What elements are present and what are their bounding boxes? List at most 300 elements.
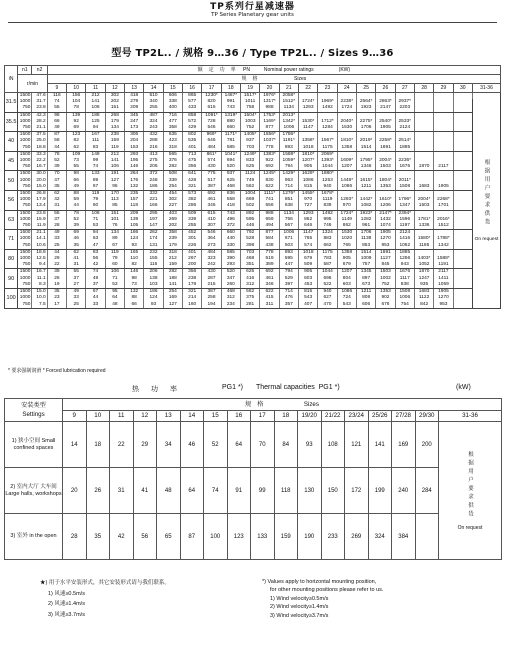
power-value: 37	[86, 282, 105, 289]
table-row	[5, 269, 501, 276]
power-value: 132	[125, 184, 144, 191]
power-value	[395, 132, 414, 139]
n1-cell: 750	[18, 164, 32, 171]
setting-label: 1) 狭小空间 Small confined spaces	[5, 422, 63, 468]
power-value: 1270	[434, 295, 453, 301]
n1-cell: 1500	[18, 171, 32, 178]
power-value	[434, 151, 453, 158]
power-value: 35	[47, 184, 66, 191]
power-value: 520	[221, 164, 240, 171]
power-value: 754	[395, 302, 414, 309]
power-value: 78	[67, 210, 86, 217]
power-value: 1905	[376, 125, 395, 132]
thermal-value: 200	[415, 422, 439, 468]
col-settings-en: Settings	[22, 411, 45, 418]
power-value: 1059	[434, 282, 453, 289]
power-value: 49	[47, 230, 66, 237]
power-value	[318, 132, 337, 139]
power-value: 775	[202, 171, 221, 178]
thermal-value: 26	[86, 468, 110, 514]
power-value: 52	[67, 217, 86, 223]
power-value: 565	[163, 151, 182, 158]
power-value	[453, 164, 472, 171]
power-value: 39	[67, 223, 86, 230]
table-row	[5, 289, 501, 296]
power-value: 79	[86, 197, 105, 203]
ratio-cell: 63	[5, 210, 18, 230]
notes-right	[262, 578, 383, 620]
power-value: 1006	[395, 295, 414, 301]
size-header: 16	[183, 84, 202, 93]
n2-cell: 37.5	[32, 132, 47, 139]
ratio-cell: 80	[5, 249, 18, 269]
power-value	[453, 132, 472, 139]
ratio-cell: 90	[5, 269, 18, 289]
power-value: 254	[163, 289, 182, 296]
power-value: 279	[125, 99, 144, 105]
power-value: 413	[144, 151, 163, 158]
power-value: 953	[434, 302, 453, 309]
power-value: 209	[125, 105, 144, 112]
power-value: 905	[298, 269, 317, 276]
n2-cell: 18.8	[32, 249, 47, 256]
power-value: 1411	[434, 276, 453, 282]
power-value: 1230*	[202, 93, 221, 100]
power-value	[434, 230, 453, 237]
power-value: 132	[125, 289, 144, 296]
power-value: 991	[221, 99, 240, 105]
power-value: 53	[86, 223, 105, 230]
power-value: 893	[279, 145, 298, 152]
power-value: 119	[86, 191, 105, 198]
power-value: 372	[144, 171, 163, 178]
header-divider	[8, 22, 497, 23]
n2-cell: 7.5	[32, 302, 47, 309]
power-value: 60	[86, 203, 105, 210]
power-value: 255	[183, 223, 202, 230]
power-value: 106	[86, 105, 105, 112]
power-value: 288	[144, 138, 163, 144]
power-value: 69	[67, 125, 86, 132]
power-value: 1319*	[221, 112, 240, 119]
power-value: 286	[183, 203, 202, 210]
power-unit: (KW)	[338, 67, 351, 73]
table-row	[5, 184, 501, 191]
ratio-cell: 56	[5, 191, 18, 211]
thermal-value: 172	[345, 468, 369, 514]
power-value: 1002	[376, 276, 395, 282]
power-value: 1293	[298, 105, 317, 112]
power-value: 281	[241, 302, 260, 309]
power-value: 124	[144, 295, 163, 301]
power-value: 1804*	[376, 178, 395, 184]
power-value: 2937*	[395, 99, 414, 105]
power-value: 248	[144, 178, 163, 184]
power-value: 660	[221, 230, 240, 237]
n2-cell: 9.4	[32, 262, 47, 269]
power-value: 905	[298, 164, 317, 171]
power-value: 1706	[356, 125, 375, 132]
power-value: 1588*	[434, 256, 453, 262]
power-value: 475	[183, 158, 202, 164]
power-value: 69	[67, 230, 86, 237]
ratio-cell: 40	[5, 132, 18, 152]
power-value: 398	[241, 243, 260, 250]
power-value: 858	[183, 112, 202, 119]
power-value: 1609*	[337, 158, 356, 164]
power-value: 1191	[434, 262, 453, 269]
n1-cell: 750	[18, 145, 32, 152]
power-value	[434, 132, 453, 139]
power-value: 1724	[337, 105, 356, 112]
power-value: 66	[125, 302, 144, 309]
power-value: 519	[260, 256, 279, 262]
power-value: 1293*	[337, 197, 356, 203]
power-value: 35	[67, 243, 86, 250]
power-value: 2004*	[414, 197, 433, 203]
power-value	[434, 145, 453, 152]
document-subtitle: TP Series Planetary gear units	[211, 12, 294, 18]
power-value: 2124	[395, 125, 414, 132]
power-value: 98	[47, 112, 66, 119]
power-value: 53	[105, 282, 124, 289]
power-value: 301	[183, 236, 202, 242]
power-value: 716	[163, 112, 182, 119]
power-value	[414, 132, 433, 139]
power-value: 151	[105, 210, 124, 217]
power-value: 39	[47, 269, 66, 276]
power-value: 133	[86, 171, 105, 178]
n1-cell: 1500	[18, 210, 32, 217]
power-value: 556	[260, 203, 279, 210]
power-value: 55	[67, 164, 86, 171]
power-value: 262	[144, 230, 163, 237]
power-value: 76	[105, 223, 124, 230]
power-value: 940	[318, 184, 337, 191]
power-value: 1256	[395, 256, 414, 262]
power-value: 139	[125, 217, 144, 223]
power-value	[453, 269, 472, 276]
power-value: 148	[86, 151, 105, 158]
power-value: 151	[105, 105, 124, 112]
power-value	[395, 93, 414, 100]
thermal-value: 65	[157, 514, 181, 560]
power-value	[453, 125, 472, 132]
power-value: 1317*	[260, 99, 279, 105]
table-row	[5, 112, 501, 119]
notes-left	[40, 578, 170, 620]
document-title: TP系列行星减速器	[210, 2, 295, 12]
power-value: 567	[279, 223, 298, 230]
power-value: 165	[125, 249, 144, 256]
power-value: 662	[318, 243, 337, 250]
power-value: 323	[202, 256, 221, 262]
thermal-on-request	[439, 422, 502, 560]
power-value: 839	[318, 203, 337, 210]
table-row	[5, 151, 501, 158]
power-value: 1020	[337, 236, 356, 242]
power-value: 62	[47, 191, 66, 198]
power-value: 58	[47, 138, 66, 144]
n1-cell: 1000	[18, 295, 32, 301]
n2-cell: 23.8	[32, 210, 47, 217]
n1-cell: 1000	[18, 217, 32, 223]
n2-cell: 10.6	[32, 243, 47, 250]
power-value: 29	[47, 256, 66, 262]
power-value: 1211	[356, 184, 375, 191]
n2-cell: 23.8	[32, 105, 47, 112]
thermal-value	[415, 514, 439, 560]
table-row	[5, 191, 501, 198]
power-value: 93	[144, 302, 163, 309]
power-value: 1683	[414, 184, 433, 191]
power-value	[453, 243, 472, 250]
power-value: 88	[67, 191, 86, 198]
power-value: 935	[414, 282, 433, 289]
power-value: 535	[183, 138, 202, 144]
power-value: 543	[337, 302, 356, 309]
power-value: 49	[86, 276, 105, 282]
power-value: 1712*	[318, 119, 337, 125]
power-value: 119	[105, 145, 124, 152]
power-value: 215	[202, 282, 221, 289]
power-value: 703	[241, 249, 260, 256]
power-value: 106	[105, 164, 124, 171]
power-value: 330	[221, 243, 240, 250]
power-value	[414, 171, 433, 178]
thermal-value: 99	[251, 468, 275, 514]
power-value: 696	[318, 276, 337, 282]
power-value: 33	[86, 302, 105, 309]
power-value: 1011	[241, 99, 260, 105]
n2-cell: 21.1	[32, 125, 47, 132]
power-value: 1293	[298, 210, 317, 217]
power-value: 562	[241, 289, 260, 296]
power-value: 1393*	[318, 158, 337, 164]
thermal-value: 64	[180, 468, 204, 514]
n2-cell: 14.1	[32, 236, 47, 242]
power-value	[356, 93, 375, 100]
power-value: 83	[86, 145, 105, 152]
power-value: 134	[105, 230, 124, 237]
power-value: 160	[183, 302, 202, 309]
power-value	[414, 93, 433, 100]
power-value: 635	[163, 132, 182, 139]
power-value: 743	[221, 105, 240, 112]
power-value: 1018	[298, 249, 317, 256]
thermal-heading-en-text: Thermal capacities	[256, 384, 315, 391]
power-value: 346	[202, 203, 221, 210]
thermal-value: 34	[157, 422, 181, 468]
power-value: 1885	[395, 249, 414, 256]
power-value: 179	[163, 243, 182, 250]
power-value: 1284	[318, 125, 337, 132]
power-value: 692	[260, 164, 279, 171]
note-left: 1) 风速≥0.5m/s	[48, 590, 85, 597]
power-value: 243	[144, 125, 163, 132]
power-value: 487	[144, 112, 163, 119]
power-value: 1403*	[414, 256, 433, 262]
power-value: 99	[86, 158, 105, 164]
power-value: 95	[105, 184, 124, 191]
thermal-size-header: 9	[63, 410, 87, 422]
note-left: ★) 用于水平安装形式，其它安装形式请与我们联系。	[40, 580, 170, 586]
thermal-heading-sym: PG1 *)	[222, 384, 244, 391]
power-value: 1147	[298, 230, 317, 237]
power-value: 1211	[356, 289, 375, 296]
power-value: 312	[241, 282, 260, 289]
power-value: 66	[47, 119, 66, 125]
power-value: 1207	[337, 164, 356, 171]
n1-cell: 750	[18, 203, 32, 210]
power-value	[414, 210, 433, 217]
n1-cell: 1500	[18, 93, 32, 100]
power-value: 546	[202, 125, 221, 132]
thermal-size-header: 16	[227, 410, 251, 422]
power-value: 595	[241, 217, 260, 223]
power-value: 258	[202, 295, 221, 301]
power-value: 87	[47, 132, 66, 139]
power-value: 615	[202, 105, 221, 112]
power-value	[414, 230, 433, 237]
power-value: 758	[241, 105, 260, 112]
thermal-size-header: 18	[274, 410, 298, 422]
n1-cell: 750	[18, 243, 32, 250]
power-value: 432	[144, 132, 163, 139]
thermal-size-header: 12	[133, 410, 157, 422]
size-header: 28	[414, 84, 433, 93]
power-value: 48	[105, 302, 124, 309]
table-row	[5, 243, 501, 250]
power-value: 1342	[434, 243, 453, 250]
n1-cell: 1500	[18, 151, 32, 158]
power-value	[395, 151, 414, 158]
power-value: 202	[163, 223, 182, 230]
thermal-value: 22	[110, 422, 134, 468]
power-value: 195	[125, 158, 144, 164]
power-value: 430	[202, 164, 221, 171]
power-value: 1345	[356, 269, 375, 276]
power-value: 877	[260, 230, 279, 237]
power-value	[356, 191, 375, 198]
power-value: 339	[163, 178, 182, 184]
power-value: 897	[356, 276, 375, 282]
power-value: 1149	[337, 217, 356, 223]
power-value: 321	[183, 184, 202, 191]
power-value: 1706	[356, 230, 375, 237]
power-value: 1923*	[356, 210, 375, 217]
power-value: 679	[298, 256, 317, 262]
power-value	[453, 184, 472, 191]
power-value: 73	[67, 158, 86, 164]
power-value: 1788*	[434, 236, 453, 242]
power-value: 606	[163, 93, 182, 100]
power-value: 1530*	[298, 119, 317, 125]
ratio-cell: 35.5	[5, 112, 18, 132]
power-value: 1683	[414, 289, 433, 296]
power-value: 1676	[395, 269, 414, 276]
power-value: 833	[241, 158, 260, 164]
thermal-sizes-en: Sizes	[303, 400, 319, 408]
power-value: 28	[47, 223, 66, 230]
col-settings-cn: 安装类型	[21, 402, 46, 409]
table-row	[5, 93, 501, 100]
power-value: 1276*	[279, 191, 298, 198]
power-value: 836	[221, 191, 240, 198]
power-value: 260	[221, 282, 240, 289]
power-value	[453, 302, 472, 309]
n2-cell: 10.0	[32, 295, 47, 301]
power-value	[337, 93, 356, 100]
power-value: 1044	[318, 164, 337, 171]
table-row	[5, 210, 501, 217]
power-value: 452	[183, 230, 202, 237]
power-value: 765	[298, 236, 317, 242]
power-value: 606	[356, 302, 375, 309]
power-value	[453, 105, 472, 112]
size-header: 14	[144, 84, 163, 93]
table-row	[5, 164, 501, 171]
power-value: 340	[144, 99, 163, 105]
thermal-value: 108	[321, 422, 345, 468]
power-value: 893	[279, 249, 298, 256]
power-value: 25	[47, 243, 66, 250]
power-value: 446	[241, 223, 260, 230]
power-value: 468	[221, 184, 240, 191]
power-value: 438	[260, 243, 279, 250]
n1-cell: 750	[18, 262, 32, 269]
power-value: 106	[86, 210, 105, 217]
power-value: 728	[202, 119, 221, 125]
power-value: 318	[163, 249, 182, 256]
power-value: 1691	[376, 249, 395, 256]
power-value: 92	[67, 119, 86, 125]
document-header	[0, 2, 505, 19]
size-header: 19	[241, 84, 260, 93]
power-value: 119	[105, 249, 124, 256]
power-value: 33	[67, 295, 86, 301]
power-value: 1091*	[202, 112, 221, 119]
power-value: 44	[86, 295, 105, 301]
n1-cell: 1500	[18, 249, 32, 256]
power-value: 55	[67, 269, 86, 276]
power-value: 625	[241, 269, 260, 276]
power-value: 186	[125, 230, 144, 237]
thermal-value: 133	[251, 514, 275, 560]
power-value: 880	[221, 119, 240, 125]
power-value: 282	[163, 269, 182, 276]
power-value: 89	[86, 178, 105, 184]
power-value: 214	[183, 295, 202, 301]
power-value: 694	[221, 158, 240, 164]
power-value	[453, 191, 472, 198]
thermal-size-header: 19/20	[298, 410, 322, 422]
note-right: 2) Wind velocity≥1.4m/s	[270, 604, 329, 611]
power-value: 1503	[376, 164, 395, 171]
thermal-value: 64	[227, 422, 251, 468]
power-value: 55	[47, 210, 66, 217]
power-value: 625	[221, 178, 240, 184]
power-value: 752	[376, 282, 395, 289]
power-value: 1691	[376, 145, 395, 152]
power-value: 49	[67, 289, 86, 296]
power-value: 206	[144, 269, 163, 276]
power-value: 37	[67, 276, 86, 282]
n2-cell: 31.7	[32, 99, 47, 105]
power-value: 468	[241, 256, 260, 262]
power-value: 902	[376, 295, 395, 301]
power-value: 1086	[337, 184, 356, 191]
